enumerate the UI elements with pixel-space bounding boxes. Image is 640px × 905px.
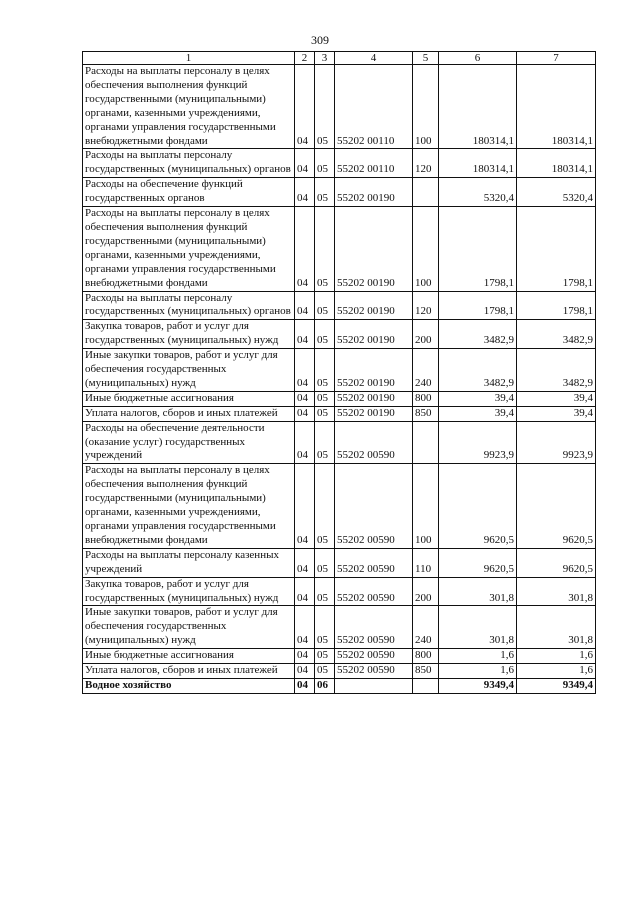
subsection-code: 05 [315, 664, 335, 679]
target-article-code: 55202 00190 [335, 349, 413, 392]
item-name: Иные бюджетные ассигнования [83, 649, 295, 664]
item-name: Расходы на обеспечение деятельности (оказание услуг) государственных учреждений [83, 421, 295, 464]
header-col-3: 3 [315, 52, 335, 65]
subsection-code: 05 [315, 320, 335, 349]
table-row [83, 391, 596, 406]
target-article-code: 55202 00190 [335, 207, 413, 291]
expense-type-code: 200 [413, 320, 439, 349]
expense-type-code [413, 178, 439, 207]
subsection-code: 06 [315, 678, 335, 693]
target-article-code: 55202 00590 [335, 664, 413, 679]
amount-col-6: 301,8 [439, 606, 517, 649]
expense-type-code: 800 [413, 391, 439, 406]
section-code: 04 [295, 391, 315, 406]
expense-type-code: 800 [413, 649, 439, 664]
expense-type-code: 100 [413, 464, 439, 548]
amount-col-6: 9620,5 [439, 464, 517, 548]
target-article-code: 55202 00190 [335, 320, 413, 349]
section-code: 04 [295, 320, 315, 349]
target-article-code: 55202 00590 [335, 421, 413, 464]
amount-col-7: 301,8 [517, 606, 596, 649]
section-code: 04 [295, 421, 315, 464]
header-col-2: 2 [295, 52, 315, 65]
item-name: Водное хозяйство [83, 678, 295, 693]
target-article-code: 55202 00590 [335, 577, 413, 606]
table-row [83, 291, 596, 320]
page-number: 309 [311, 33, 329, 47]
header-col-6: 6 [439, 52, 517, 65]
table-row [83, 421, 596, 464]
amount-col-6: 1,6 [439, 649, 517, 664]
amount-col-7: 9620,5 [517, 464, 596, 548]
item-name: Расходы на выплаты персоналу государственных (муниципальных) органов [83, 149, 295, 178]
section-code: 04 [295, 149, 315, 178]
item-name: Расходы на выплаты персоналу в целях обеспечения выполнения функций государственными (муниципальными) органами, казенными учреждениями, органами управления государственными внебюджетными фондами [83, 65, 295, 149]
section-code: 04 [295, 207, 315, 291]
section-code: 04 [295, 548, 315, 577]
subsection-code: 05 [315, 149, 335, 178]
amount-col-6: 9620,5 [439, 548, 517, 577]
table-row [83, 320, 596, 349]
table-row [83, 548, 596, 577]
item-name: Расходы на выплаты персоналу в целях обеспечения выполнения функций государственными (муниципальными) органами, казенными учреждениями, органами управления государственными внебюджетными фондами [83, 207, 295, 291]
target-article-code: 55202 00110 [335, 149, 413, 178]
item-name: Иные закупки товаров, работ и услуг для обеспечения государственных (муниципальных) нужд [83, 606, 295, 649]
item-name: Закупка товаров, работ и услуг для государственных (муниципальных) нужд [83, 577, 295, 606]
item-name: Закупка товаров, работ и услуг для государственных (муниципальных) нужд [83, 320, 295, 349]
table-row [83, 406, 596, 421]
amount-col-6: 1798,1 [439, 291, 517, 320]
target-article-code: 55202 00110 [335, 65, 413, 149]
subsection-code: 05 [315, 349, 335, 392]
table-body [83, 65, 596, 694]
amount-col-7: 9923,9 [517, 421, 596, 464]
expense-type-code [413, 421, 439, 464]
item-name: Расходы на выплаты персоналу казенных учреждений [83, 548, 295, 577]
table-row [83, 349, 596, 392]
table-row [83, 664, 596, 679]
subsection-code: 05 [315, 649, 335, 664]
section-code: 04 [295, 649, 315, 664]
subsection-code: 05 [315, 421, 335, 464]
expense-type-code: 100 [413, 65, 439, 149]
item-name: Иные бюджетные ассигнования [83, 391, 295, 406]
amount-col-6: 301,8 [439, 577, 517, 606]
expense-type-code: 120 [413, 291, 439, 320]
amount-col-7: 1798,1 [517, 207, 596, 291]
section-code: 04 [295, 577, 315, 606]
target-article-code: 55202 00590 [335, 649, 413, 664]
table-row [83, 649, 596, 664]
amount-col-7: 5320,4 [517, 178, 596, 207]
amount-col-6: 9349,4 [439, 678, 517, 693]
table-row [83, 577, 596, 606]
amount-col-6: 39,4 [439, 406, 517, 421]
expense-type-code: 100 [413, 207, 439, 291]
section-code: 04 [295, 65, 315, 149]
amount-col-6: 1,6 [439, 664, 517, 679]
amount-col-7: 1798,1 [517, 291, 596, 320]
item-name: Уплата налогов, сборов и иных платежей [83, 664, 295, 679]
expense-type-code: 240 [413, 606, 439, 649]
budget-table [82, 51, 596, 694]
target-article-code: 55202 00590 [335, 464, 413, 548]
target-article-code: 55202 00190 [335, 291, 413, 320]
subsection-code: 05 [315, 548, 335, 577]
expense-type-code: 240 [413, 349, 439, 392]
subsection-code: 05 [315, 178, 335, 207]
amount-col-6: 5320,4 [439, 178, 517, 207]
amount-col-6: 180314,1 [439, 149, 517, 178]
expense-type-code [413, 678, 439, 693]
section-code: 04 [295, 678, 315, 693]
expense-type-code: 120 [413, 149, 439, 178]
amount-col-7: 1,6 [517, 664, 596, 679]
item-name: Расходы на выплаты персоналу в целях обеспечения выполнения функций государственными (муниципальными) органами, казенными учреждениями, органами управления государственными внебюджетными фондами [83, 464, 295, 548]
item-name: Расходы на обеспечение функций государственных органов [83, 178, 295, 207]
header-col-7: 7 [517, 52, 596, 65]
subsection-code: 05 [315, 65, 335, 149]
subsection-code: 05 [315, 606, 335, 649]
subsection-code: 05 [315, 391, 335, 406]
target-article-code: 55202 00590 [335, 548, 413, 577]
expense-type-code: 110 [413, 548, 439, 577]
item-name: Иные закупки товаров, работ и услуг для обеспечения государственных (муниципальных) нужд [83, 349, 295, 392]
target-article-code: 55202 00190 [335, 406, 413, 421]
subsection-code: 05 [315, 291, 335, 320]
amount-col-6: 39,4 [439, 391, 517, 406]
header-col-4: 4 [335, 52, 413, 65]
section-code: 04 [295, 406, 315, 421]
amount-col-7: 3482,9 [517, 320, 596, 349]
amount-col-6: 180314,1 [439, 65, 517, 149]
section-code: 04 [295, 664, 315, 679]
subsection-code: 05 [315, 406, 335, 421]
table-row [83, 606, 596, 649]
target-article-code: 55202 00590 [335, 606, 413, 649]
section-code: 04 [295, 464, 315, 548]
table-row [83, 464, 596, 548]
amount-col-7: 180314,1 [517, 149, 596, 178]
header-row [83, 52, 596, 65]
amount-col-7: 9349,4 [517, 678, 596, 693]
amount-col-6: 3482,9 [439, 320, 517, 349]
expense-type-code: 200 [413, 577, 439, 606]
amount-col-7: 180314,1 [517, 65, 596, 149]
target-article-code [335, 678, 413, 693]
subsection-code: 05 [315, 464, 335, 548]
amount-col-6: 1798,1 [439, 207, 517, 291]
amount-col-7: 9620,5 [517, 548, 596, 577]
header-col-1: 1 [83, 52, 295, 65]
item-name: Уплата налогов, сборов и иных платежей [83, 406, 295, 421]
amount-col-7: 39,4 [517, 391, 596, 406]
section-code: 04 [295, 178, 315, 207]
table-row [83, 207, 596, 291]
subsection-code: 05 [315, 577, 335, 606]
table-row [83, 149, 596, 178]
target-article-code: 55202 00190 [335, 391, 413, 406]
section-code: 04 [295, 606, 315, 649]
amount-col-7: 3482,9 [517, 349, 596, 392]
section-code: 04 [295, 291, 315, 320]
amount-col-7: 1,6 [517, 649, 596, 664]
section-code: 04 [295, 349, 315, 392]
expense-type-code: 850 [413, 664, 439, 679]
amount-col-7: 301,8 [517, 577, 596, 606]
subsection-code: 05 [315, 207, 335, 291]
target-article-code: 55202 00190 [335, 178, 413, 207]
item-name: Расходы на выплаты персоналу государственных (муниципальных) органов [83, 291, 295, 320]
amount-col-6: 3482,9 [439, 349, 517, 392]
table-row [83, 65, 596, 149]
table-row [83, 178, 596, 207]
table-row [83, 678, 596, 693]
header-col-5: 5 [413, 52, 439, 65]
amount-col-6: 9923,9 [439, 421, 517, 464]
expense-type-code: 850 [413, 406, 439, 421]
amount-col-7: 39,4 [517, 406, 596, 421]
